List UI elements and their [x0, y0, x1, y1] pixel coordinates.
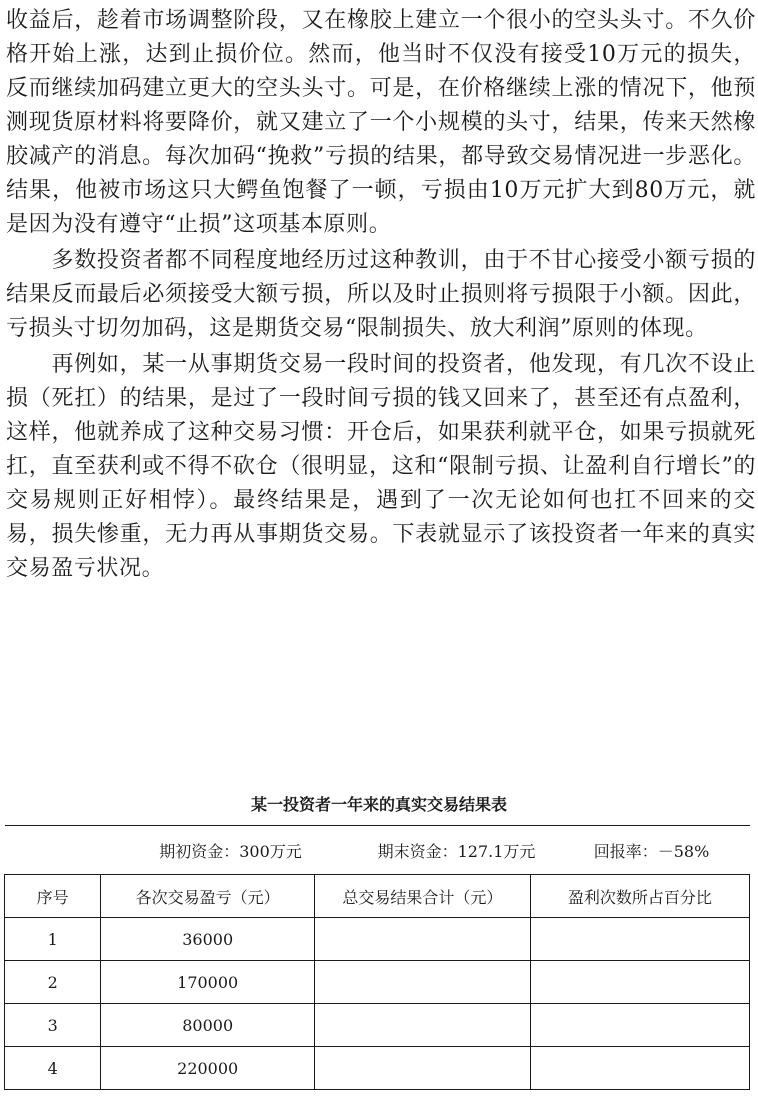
paragraph-1: 收益后，趁着市场调整阶段，又在橡胶上建立一个很小的空头头寸。不久价格开始上涨，达到止损价位。然而，他当时不仅没有接受10万元的损失，反而继续加码建立更大的空头头寸。可是，在价格继续上涨的情况下，他预测现货原材料将要降价，就又建立了一个小规模的头寸，结果，传来天然橡胶减产的消息。每次加码“挽救”亏损的结果，都导致交易情况进一步恶化。结果，他被市场这只大鳄鱼饱餐了一顿，亏损由10万元扩大到80万元，就是因为没有遵守“止损”这项基本原则。 — [6, 8, 756, 237]
cell-pl: 170000 — [101, 961, 315, 1004]
cell-total — [315, 918, 531, 961]
table-row — [5, 1047, 750, 1090]
trade-results-table — [4, 825, 750, 1090]
cell-pct — [530, 918, 749, 961]
cell-pct — [530, 961, 749, 1004]
initial-capital: 期初资金：300万元 — [159, 841, 302, 861]
final-capital: 期末资金：127.1万元 — [377, 841, 536, 861]
header-total: 总交易结果合计（元） — [315, 875, 531, 918]
table-summary-row — [5, 826, 750, 875]
cell-seq: 1 — [5, 918, 101, 961]
cell-seq: 2 — [5, 961, 101, 1004]
cell-pct — [530, 1047, 749, 1090]
table-header-row — [5, 875, 750, 918]
cell-total — [315, 961, 531, 1004]
table-row — [5, 918, 750, 961]
header-each-pl: 各次交易盈亏（元） — [101, 875, 315, 918]
cell-pl: 36000 — [101, 918, 315, 961]
cell-pl: 220000 — [101, 1047, 315, 1090]
cell-seq: 3 — [5, 1004, 101, 1047]
cell-pct — [530, 1004, 749, 1047]
cell-seq: 4 — [5, 1047, 101, 1090]
cell-total — [315, 1047, 531, 1090]
return-rate: 回报率：－58% — [593, 841, 710, 861]
header-win-pct: 盈利次数所占百分比 — [530, 875, 749, 918]
table-row — [5, 961, 750, 1004]
table-row — [5, 1004, 750, 1047]
header-seq: 序号 — [5, 875, 101, 918]
paragraph-2: 多数投资者都不同程度地经历过这种教训，由于不甘心接受小额亏损的结果反而最后必须接受大额亏损，所以及时止损则将亏损限于小额。因此，亏损头寸切勿加码，这是期货交易“限制损失、放大利润”原则的体现。 — [6, 248, 756, 341]
cell-total — [315, 1004, 531, 1047]
body-text — [6, 4, 756, 586]
cell-pl: 80000 — [101, 1004, 315, 1047]
paragraph-3: 再例如，某一从事期货交易一段时间的投资者，他发现，有几次不设止损（死扛）的结果，是过了一段时间亏损的钱又回来了，甚至还有点盈利，这样，他就养成了这种交易习惯：开仓后，如果获利就平仓，如果亏损就死扛，直至获利或不得不砍仓（很明显，这和“限制亏损、让盈利自行增长”的交易规则正好相悖）。最终结果是，遇到了一次无论如何也扛不回来的交易，损失惨重，无力再从事期货交易。下表就显示了该投资者一年来的真实交易盈亏状况。 — [6, 352, 756, 581]
table-title: 某一投资者一年来的真实交易结果表 — [250, 795, 507, 814]
